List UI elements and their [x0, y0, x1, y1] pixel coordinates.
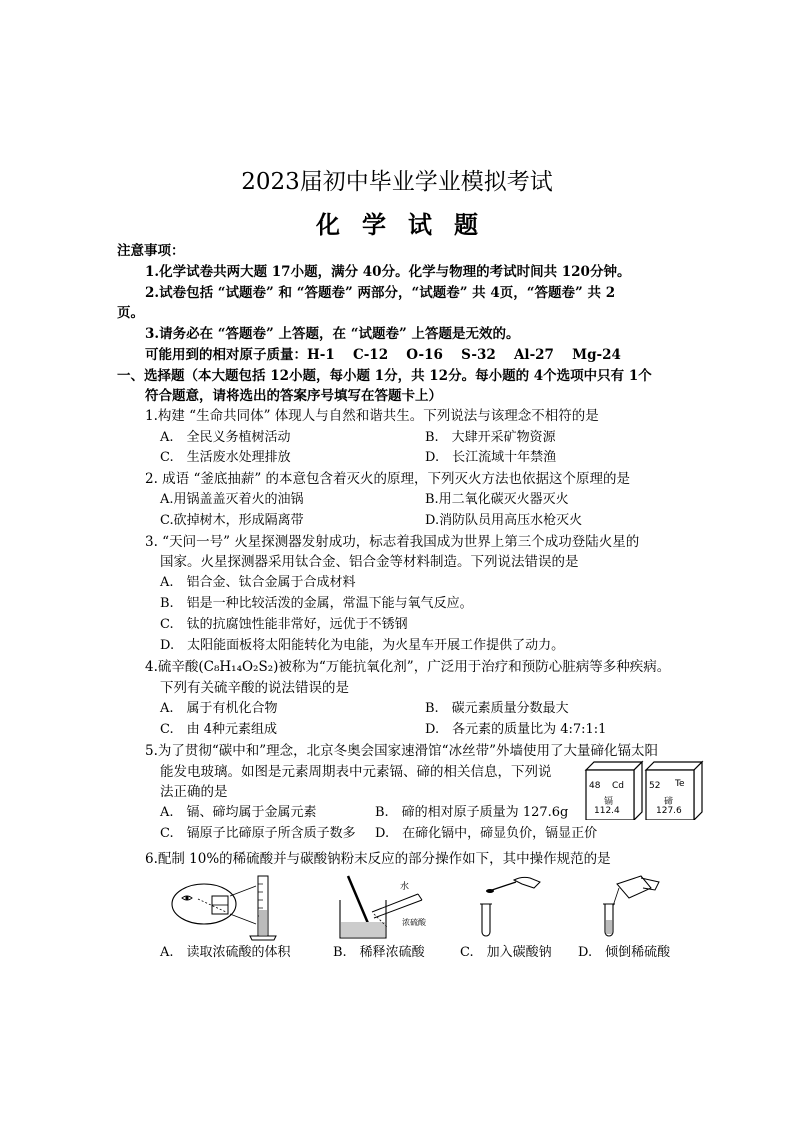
question-1-option-b: B. 大肆开采矿物资源: [425, 430, 556, 445]
question-5-stem-cont-2: 法正确的是: [160, 784, 228, 800]
question-6-option-c: C. 加入碳酸钠: [460, 945, 552, 960]
atomic-masses: 可能用到的相对原子质量：H-1 C-12 O-16 S-32 Al-27 Mg-24: [145, 347, 621, 363]
question-5-option-a: A. 镉、碲均属于金属元素: [160, 805, 317, 820]
notes-heading: 注意事项：: [117, 243, 185, 259]
question-3-stem-cont: 国家。火星探测器采用钛合金、铝合金等材料制造。下列说法错误的是: [160, 554, 579, 570]
figure-b-dilute-acid: [330, 872, 440, 944]
question-4-stem-cont: 下列有关硫辛酸的说法错误的是: [160, 680, 349, 696]
question-5-option-c: C. 镉原子比碲原子所含质子数多: [160, 826, 356, 841]
section-1-heading-cont: 符合题意，请将选出的答案序号填写在答题卡上）: [145, 388, 442, 404]
exam-subtitle: 化学试题: [316, 210, 500, 239]
element-card-cd: [586, 775, 634, 820]
figure-b-label-water: 水: [400, 882, 410, 892]
notes-line-3: 3.请务必在 “答题卷” 上答题，在 “试题卷” 上答题是无效的。: [145, 326, 520, 342]
question-4-stem: 4.硫辛酸(C₈H₁₄O₂S₂)被称为“万能抗氧化剂”，广泛用于治疗和预防心脏病等多种疾病。: [145, 659, 671, 675]
element-te-name: 碲: [664, 797, 674, 807]
section-1-heading: 一、选择题（本大题包括 12小题，每小题 1分，共 12分。每小题的 4个选项中只有 1个: [117, 368, 652, 384]
question-2-option-c: C.砍掉树木，形成隔离带: [160, 513, 304, 528]
question-4-option-a: A. 属于有机化合物: [160, 701, 278, 716]
notes-line-2: 2.试卷包括 “试题卷” 和 “答题卷” 两部分，“试题卷” 共 4页，“答题卷” 共 2: [145, 285, 616, 301]
figure-d-pour-acid: [595, 872, 675, 944]
question-5-stem-cont: 能发电玻璃。如图是元素周期表中元素镉、碲的相关信息，下列说: [160, 764, 552, 780]
figure-c-add-carbonate: [470, 872, 550, 944]
question-4-option-d: D. 各元素的质量比为 4:7:1:1: [425, 722, 607, 737]
element-cd-name: 镉: [604, 797, 614, 807]
question-5-option-b: B. 碲的相对原子质量为 127.6g: [375, 805, 569, 820]
figure-b-label-acid: 浓硫酸: [402, 918, 426, 927]
notes-line-1: 1.化学试卷共两大题 17小题，满分 40分。化学与物理的考试时间共 120分钟。: [145, 264, 631, 280]
notes-line-2-cont: 页。: [117, 305, 144, 321]
question-2-option-d: D.消防队员用高压水枪灭火: [425, 513, 583, 528]
question-6-option-d: D. 倾倒稀硫酸: [578, 945, 671, 960]
question-1-option-d: D. 长江流域十年禁渔: [425, 450, 557, 465]
question-3-stem: 3. “天问一号” 火星探测器发射成功，标志着我国成为世界上第三个成功登陆火星的: [145, 534, 640, 550]
question-3-option-c: C. 钛的抗腐蚀性能非常好，远优于不锈钢: [160, 617, 408, 632]
element-te-symbol: Te: [675, 779, 685, 789]
question-2-option-a: A.用锅盖盖灭着火的油锅: [160, 492, 304, 507]
exam-title: 2023届初中毕业学业模拟考试: [241, 169, 553, 195]
figure-a-read-cylinder: [170, 872, 290, 944]
question-6-option-b: B. 稀释浓硫酸: [333, 945, 425, 960]
element-te-number: 52: [649, 781, 661, 791]
element-cd-symbol: Cd: [612, 781, 624, 791]
question-2-option-b: B.用二氧化碳灭火器灭火: [425, 492, 569, 507]
question-2-stem: 2. 成语 “釜底抽薪” 的本意包含着灭火的原理，下列灭火方法也依据这个原理的是: [145, 471, 631, 487]
question-5-stem: 5.为了贯彻“碳中和”理念，北京冬奥会国家速滑馆“冰丝带”外墙使用了大量碲化镉太阳: [145, 743, 658, 759]
question-1-stem: 1.构建 “生命共同体” 体现人与自然和谐共生。下列说法与该理念不相符的是: [145, 408, 599, 424]
question-6-option-a: A. 读取浓硫酸的体积: [160, 945, 291, 960]
question-3-option-d: D. 太阳能面板将太阳能转化为电能，为火星车开展工作提供了动力。: [160, 638, 565, 653]
element-cd-mass: 112.4: [594, 806, 620, 816]
question-4-option-c: C. 由 4种元素组成: [160, 722, 278, 737]
question-3-option-b: B. 铝是一种比较活泼的金属，常温下能与氧气反应。: [160, 596, 473, 611]
element-cd-number: 48: [589, 781, 601, 791]
question-3-option-a: A. 铝合金、钛合金属于合成材料: [160, 575, 356, 590]
element-te-mass: 127.6: [656, 806, 682, 816]
question-4-option-b: B. 碳元素质量分数最大: [425, 701, 569, 716]
question-1-option-a: A. 全民义务植树活动: [160, 430, 291, 445]
question-6-stem: 6.配制 10%的稀硫酸并与碳酸钠粉末反应的部分操作如下，其中操作规范的是: [145, 851, 611, 867]
question-1-option-c: C. 生活废水处理排放: [160, 450, 291, 465]
question-5-option-d: D. 在碲化镉中，碲显负价，镉显正价: [375, 826, 598, 841]
element-card-te: [646, 775, 694, 820]
